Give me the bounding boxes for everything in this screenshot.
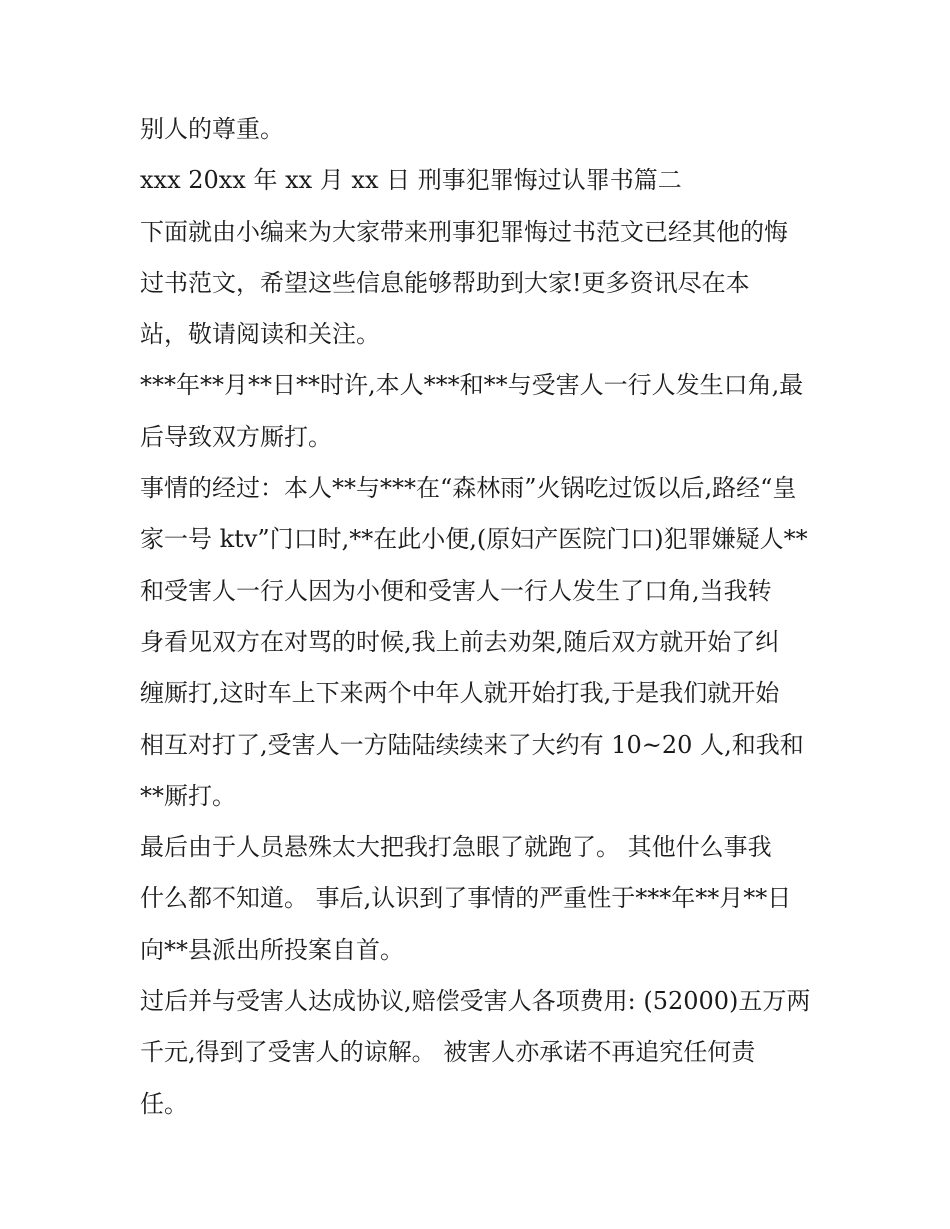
- text-line: 后导致双方厮打。: [140, 422, 332, 451]
- text-line: 任。: [140, 1089, 188, 1118]
- text-line: 下面就由小编来为大家带来刑事犯罪悔过书范文已经其他的悔: [140, 217, 788, 246]
- section-heading: xxx 20xx 年 xx 月 xx 日 刑事犯罪悔过认罪书篇二: [140, 166, 682, 195]
- text-line: 和受害人一行人因为小便和受害人一行人发生了口角,当我转: [140, 576, 772, 605]
- text-line: **厮打。: [140, 781, 236, 810]
- text-line: 向**县派出所投案自首。: [140, 935, 404, 964]
- text-line: 千元,得到了受害人的谅解。 被害人亦承诺不再追究任何责: [140, 1038, 756, 1067]
- text-line: ***年**月**日**时许,本人***和**与受害人一行人发生口角,最: [140, 371, 804, 400]
- text-line: 什么都不知道。 事后,认识到了事情的严重性于***年**月**日: [140, 884, 792, 913]
- text-line: 家一号 ktv”门口时,**在此小便,(原妇产医院门口)犯罪嫌疑人**: [140, 525, 808, 554]
- text-line: 最后由于人员悬殊太大把我打急眼了就跑了。 其他什么事我: [140, 833, 772, 862]
- text-line: 别人的尊重。: [140, 115, 284, 143]
- text-line: 站，敬请阅读和关注。: [140, 320, 380, 349]
- document-body: [140, 104, 820, 1130]
- text-line: 身看见双方在对骂的时候,我上前去劝架,随后双方就开始了纠: [140, 627, 780, 656]
- text-line: 相互对打了,受害人一方陆陆续续来了大约有 10~20 人,和我和: [140, 730, 804, 759]
- text-line: 事情的经过：本人**与***在“森林雨”火锅吃过饭以后,路经“皇: [140, 474, 797, 503]
- text-line: 缠厮打,这时车上下来两个中年人就开始打我,于是我们就开始: [140, 679, 780, 708]
- text-line: 过书范文，希望这些信息能够帮助到大家!更多资讯尽在本: [140, 268, 750, 297]
- text-line: 过后并与受害人达成协议,赔偿受害人各项费用: (52000)五万两: [140, 987, 811, 1016]
